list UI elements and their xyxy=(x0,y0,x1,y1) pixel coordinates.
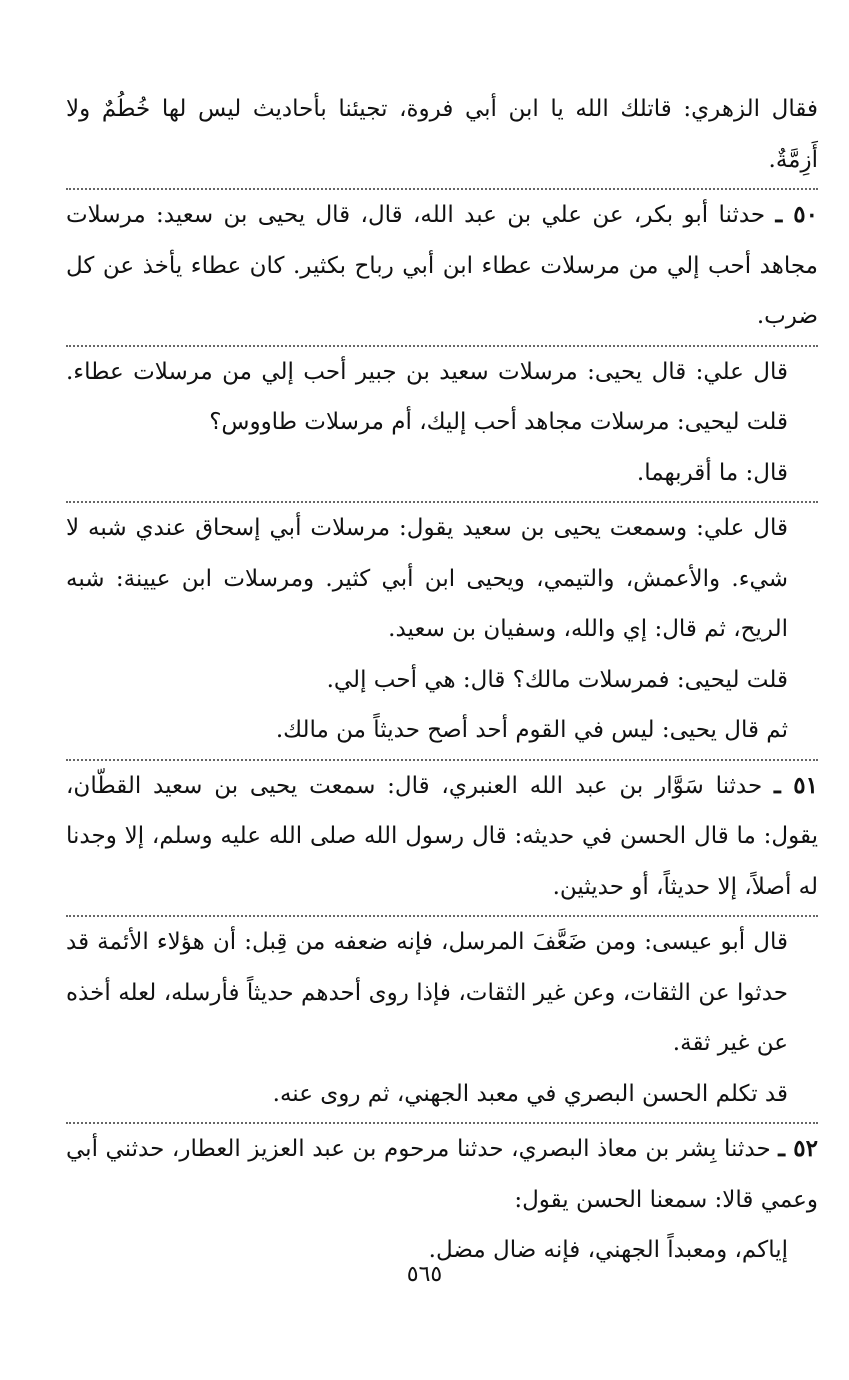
paragraph-text: قال علي: وسمعت يحيى بن سعيد يقول: مرسلات أبي إسحاق عندي شبه لا شيء. والأعمش، والتيمي، ويحيى ابن أبي كثير. ومرسلات ابن عيينة: شبه الريح، ثم قال: إي والله، وسفيان بن سعيد. xyxy=(66,515,788,642)
paragraph xyxy=(66,345,818,448)
paragraph-text: فقال الزهري: قاتلك الله يا ابن أبي فروة، تجيئنا بأحاديث ليس لها خُطُمٌ ولا أَزِمَّةٌ. xyxy=(66,96,818,173)
paragraph-text: حدثنا بِشر بن معاذ البصري، حدثنا مرحوم بن عبد العزيز العطار، حدثني أبي وعمي قالا: سمعنا الحسن يقول: xyxy=(66,1136,818,1213)
hadith-number: ٥٠ ـ xyxy=(775,201,819,228)
paragraph-text: ثم قال يحيى: ليس في القوم أحد أصح حديثاً من مالك. xyxy=(275,717,788,743)
paragraph-text: إياكم، ومعبداً الجهني، فإنه ضال مضل. xyxy=(428,1237,788,1263)
page-body xyxy=(66,84,818,1276)
paragraph-text: قال أبو عيسى: ومن ضَعَّفَ المرسل، فإنه ضعفه من قِبل: أن هؤلاء الأئمة قد حدثوا عن الثقات، وعن غير الثقات، فإذا روى أحدهم حديثاً فأرسله، لعله أخذه عن غير ثقة. xyxy=(66,929,788,1056)
paragraph xyxy=(66,915,818,1069)
hadith-52 xyxy=(66,1122,818,1225)
paragraph-text: قال: ما أقربهما. xyxy=(636,459,788,486)
hadith-number: ٥٢ ـ xyxy=(778,1135,818,1162)
paragraph xyxy=(66,1069,818,1120)
paragraph-text: قلت ليحيى: فمرسلات مالك؟ قال: هي أحب إلي. xyxy=(326,666,788,693)
paragraph-text: قد تكلم الحسن البصري في معبد الجهني، ثم روى عنه. xyxy=(272,1080,788,1107)
paragraph-text: قال علي: قال يحيى: مرسلات سعيد بن جبير أحب إلي من مرسلات عطاء. قلت ليحيى: مرسلات مجاهد أحب إليك، أم مرسلات طاووس؟ xyxy=(66,358,788,435)
hadith-51 xyxy=(66,759,818,913)
paragraph xyxy=(66,448,818,499)
hadith-50 xyxy=(66,188,818,342)
paragraph xyxy=(66,705,818,756)
paragraph-text: حدثنا أبو بكر، عن علي بن عبد الله، قال، قال يحيى بن سعيد: مرسلات مجاهد أحب إلي من مرسلات عطاء ابن أبي رباح بكثير. كان عطاء يأخذ عن كل ضرب. xyxy=(66,202,818,329)
hadith-number: ٥١ ـ xyxy=(774,771,819,799)
paragraph xyxy=(66,501,818,655)
paragraph xyxy=(66,655,818,706)
paragraph xyxy=(66,84,818,185)
paragraph-text: حدثنا سَوَّار بن عبد الله العنبري، قال: سمعت يحيى بن سعيد القطّان، يقول: ما قال الحسن في حديثه: قال رسول الله صلى الله عليه وسلم، إلا وجدنا له أصلاً، إلا حديثاً، أو حديثين. xyxy=(66,772,818,900)
page-number: ٥٦٥ xyxy=(406,1262,443,1287)
